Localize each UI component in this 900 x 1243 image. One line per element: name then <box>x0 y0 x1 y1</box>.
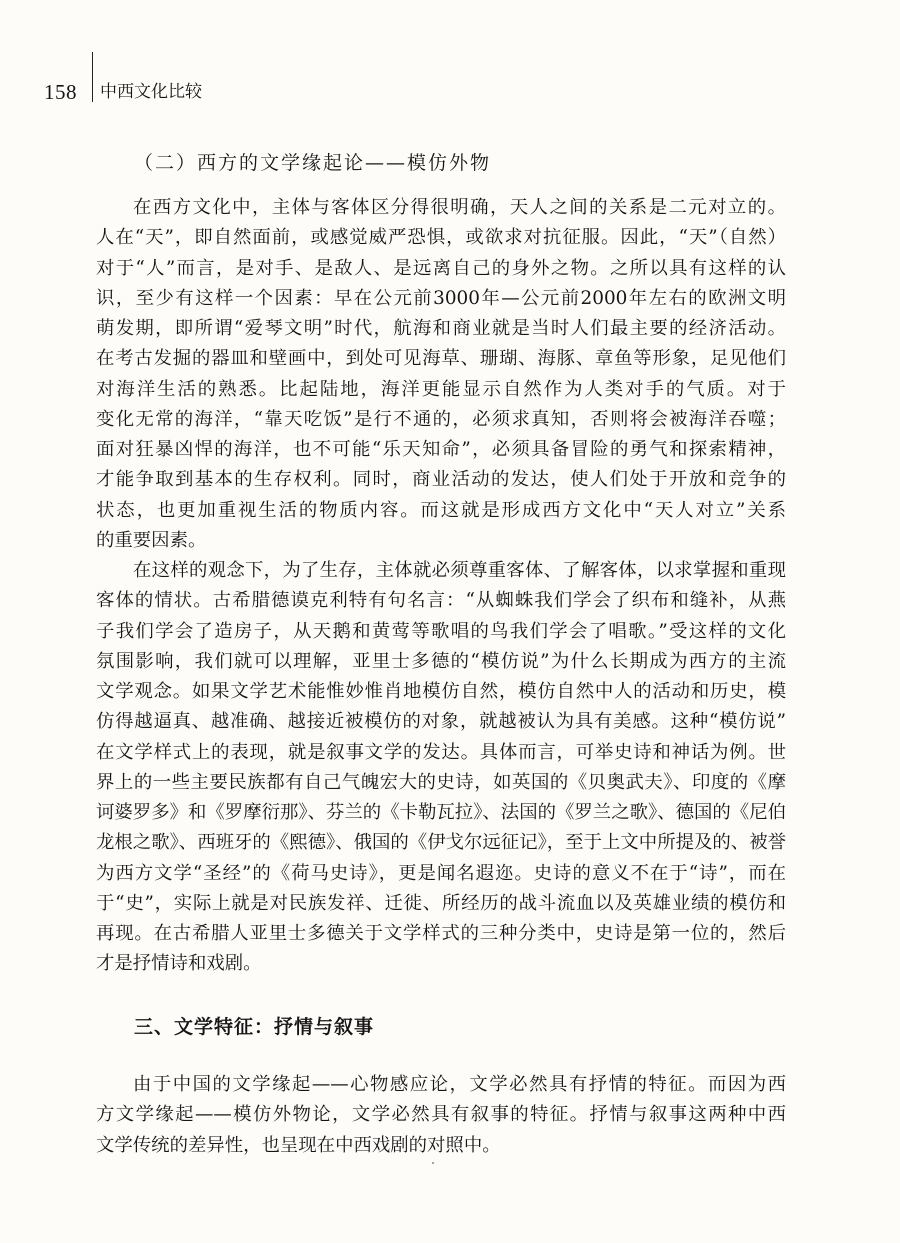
text-line: 面对狂暴凶悍的海洋，也不可能“乐天知命”，必须具备冒险的勇气和探索精神， <box>96 439 786 460</box>
text-line: 在这样的观念下，为了生存，主体就必须尊重客体、了解客体，以求掌握和重现 <box>133 560 786 581</box>
text-line: 仿得越逼真、越准确、越接近被模仿的对象，就越被认为具有美感。这种“模仿说” <box>96 711 786 733</box>
paragraph <box>96 1070 786 1161</box>
paragraph <box>96 556 786 980</box>
text-line: 萌发期，即所谓“爱琴文明”时代，航海和商业就是当时人们最主要的经济活动。 <box>96 318 786 339</box>
body-text <box>96 193 786 980</box>
page-number: 158 <box>44 80 77 104</box>
header-divider <box>92 52 93 102</box>
text-line: 客体的情状。古希腊德谟克利特有句名言：“从蜘蛛我们学会了织布和缝补，从燕 <box>96 590 786 612</box>
text-line: 界上的一些主要民族都有自己气魄宏大的史诗，如英国的《贝奥武夫》、印度的《摩 <box>96 771 786 793</box>
text-line: 氛围影响，我们就可以理解，亚里士多德的“模仿说”为什么长期成为西方的主流 <box>96 650 786 672</box>
text-line: 于“史”，实际上就是对民族发祥、迁徙、所经历的战斗流血以及英雄业绩的模仿和 <box>96 892 786 914</box>
text-line: 诃婆罗多》和《罗摩衍那》、芬兰的《卡勒瓦拉》、法国的《罗兰之歌》、德国的《尼伯 <box>96 802 786 823</box>
running-title: 中西文化比较 <box>100 82 202 102</box>
text-line: 才能争取到基本的生存权利。同时，商业活动的发达，使人们处于开放和竞争的 <box>96 469 786 491</box>
text-line: 对于“人”而言，是对手、是敌人、是远离自己的身外之物。之所以具有这样的认 <box>96 257 786 279</box>
text-line: 的重要因素。 <box>96 529 207 551</box>
text-line: 方文学缘起——模仿外物论，文学必然具有叙事的特征。抒情与叙事这两种中西 <box>96 1104 786 1126</box>
text-line: 状态，也更加重视生活的物质内容。而这就是形成西方文化中“天人对立”关系 <box>96 499 786 521</box>
subsection-heading: （二）西方的文学缘起论——模仿外物 <box>134 152 492 174</box>
text-line: 对海洋生活的熟悉。比起陆地，海洋更能显示自然作为人类对手的气质。对于 <box>96 378 786 400</box>
text-line: 为西方文学“圣经”的《荷马史诗》，更是闻名遐迩。史诗的意义不在于“诗”，而在 <box>96 862 786 884</box>
text-line: 识，至少有这样一个因素：早在公元前3000年—公元前2000年左右的欧洲文明 <box>96 287 786 309</box>
text-line: 龙根之歌》、西班牙的《熙德》、俄国的《伊戈尔远征记》，至于上文中所提及的、被誉 <box>96 832 786 854</box>
section-heading: 三、文学特征：抒情与叙事 <box>134 1016 375 1038</box>
text-line: 文学观念。如果文学艺术能惟妙惟肖地模仿自然，模仿自然中人的活动和历史，模 <box>96 681 786 702</box>
text-line: 子我们学会了造房子，从天鹅和黄莺等歌唱的鸟我们学会了唱歌。”受这样的文化 <box>96 620 786 642</box>
text-line: 人在“天”，即自然面前，或感觉威严恐惧，或欲求对抗征服。因此，“天”（自然） <box>96 227 786 249</box>
paragraph <box>96 193 786 556</box>
text-line: 文学传统的差异性，也呈现在中西戏剧的对照中。 <box>96 1134 501 1156</box>
text-line: 再现。在古希腊人亚里士多德关于文学样式的三种分类中，史诗是第一位的，然后 <box>96 923 786 944</box>
text-line: 由于中国的文学缘起——心物感应论，文学必然具有抒情的特征。而因为西 <box>133 1074 786 1095</box>
text-line: 在文学样式上的表现，就是叙事文学的发达。具体而言，可举史诗和神话为例。世 <box>96 741 786 763</box>
text-line: 在西方文化中，主体与客体区分得很明确，天人之间的关系是二元对立的。 <box>133 197 786 218</box>
text-line: 才是抒情诗和戏剧。 <box>96 953 262 975</box>
body-text <box>96 1070 786 1161</box>
text-line: 变化无常的海洋，“靠天吃饭”是行不通的，必须求真知，否则将会被海洋吞噬； <box>96 408 786 430</box>
print-speck <box>432 1162 434 1164</box>
text-line: 在考古发掘的器皿和壁画中，到处可见海草、珊瑚、海豚、章鱼等形象，足见他们 <box>96 348 786 370</box>
